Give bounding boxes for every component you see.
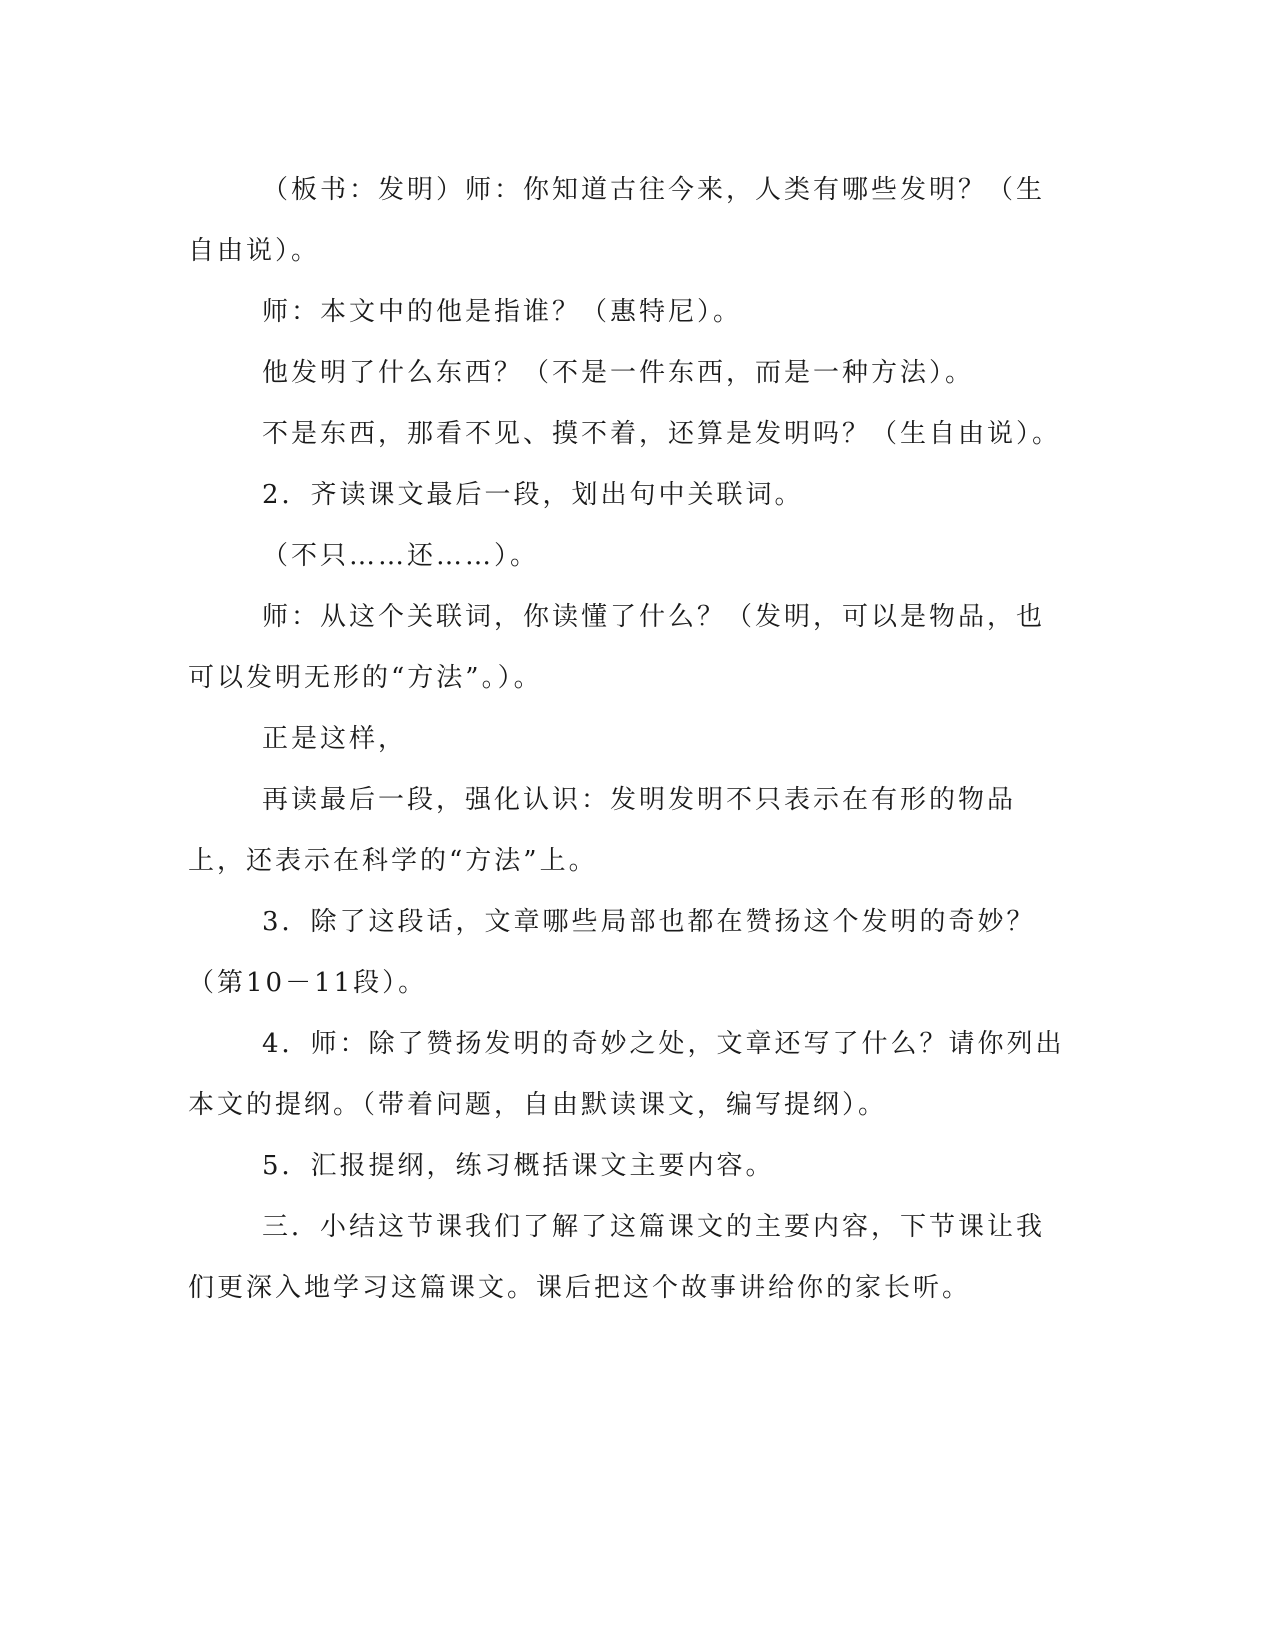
paragraph: 正是这样， (262, 724, 408, 754)
paragraph: 2．齐读课文最后一段，划出句中关联词。 (262, 480, 804, 510)
paragraph: （板书：发明）师：你知道古往今来，人类有哪些发明？（生自由说）。 (188, 175, 1046, 266)
paragraph: 师：本文中的他是指谁？（惠特尼）。 (262, 297, 743, 327)
paragraph: 三．小结这节课我们了解了这篇课文的主要内容，下节课让我们更深入地学习这篇课文。课后把这个故事讲给你的家长听。 (188, 1212, 1046, 1303)
paragraph: 再读最后一段，强化认识：发明发明不只表示在有形的物品上，还表示在科学的“方法”上。 (188, 785, 1017, 876)
paragraph: 他发明了什么东西？（不是一件东西，而是一种方法）。 (262, 358, 975, 388)
paragraph: 不是东西，那看不见、摸不着，还算是发明吗？（生自由说）。 (262, 419, 1062, 449)
paragraph: （不只……还……）。 (262, 541, 540, 571)
document-body (188, 160, 1068, 1319)
paragraph: 5．汇报提纲，练习概括课文主要内容。 (262, 1151, 775, 1181)
paragraph: 师：从这个关联词，你读懂了什么？（发明，可以是物品，也可以发明无形的“方法”。）。 (188, 602, 1046, 693)
paragraph: 3．除了这段话，文章哪些局部也都在赞扬这个发明的奇妙？（第10－11段）。 (188, 907, 1036, 998)
paragraph: 4．师：除了赞扬发明的奇妙之处，文章还写了什么？请你列出本文的提纲。（带着问题，自由默读课文，编写提纲）。 (188, 1029, 1065, 1120)
